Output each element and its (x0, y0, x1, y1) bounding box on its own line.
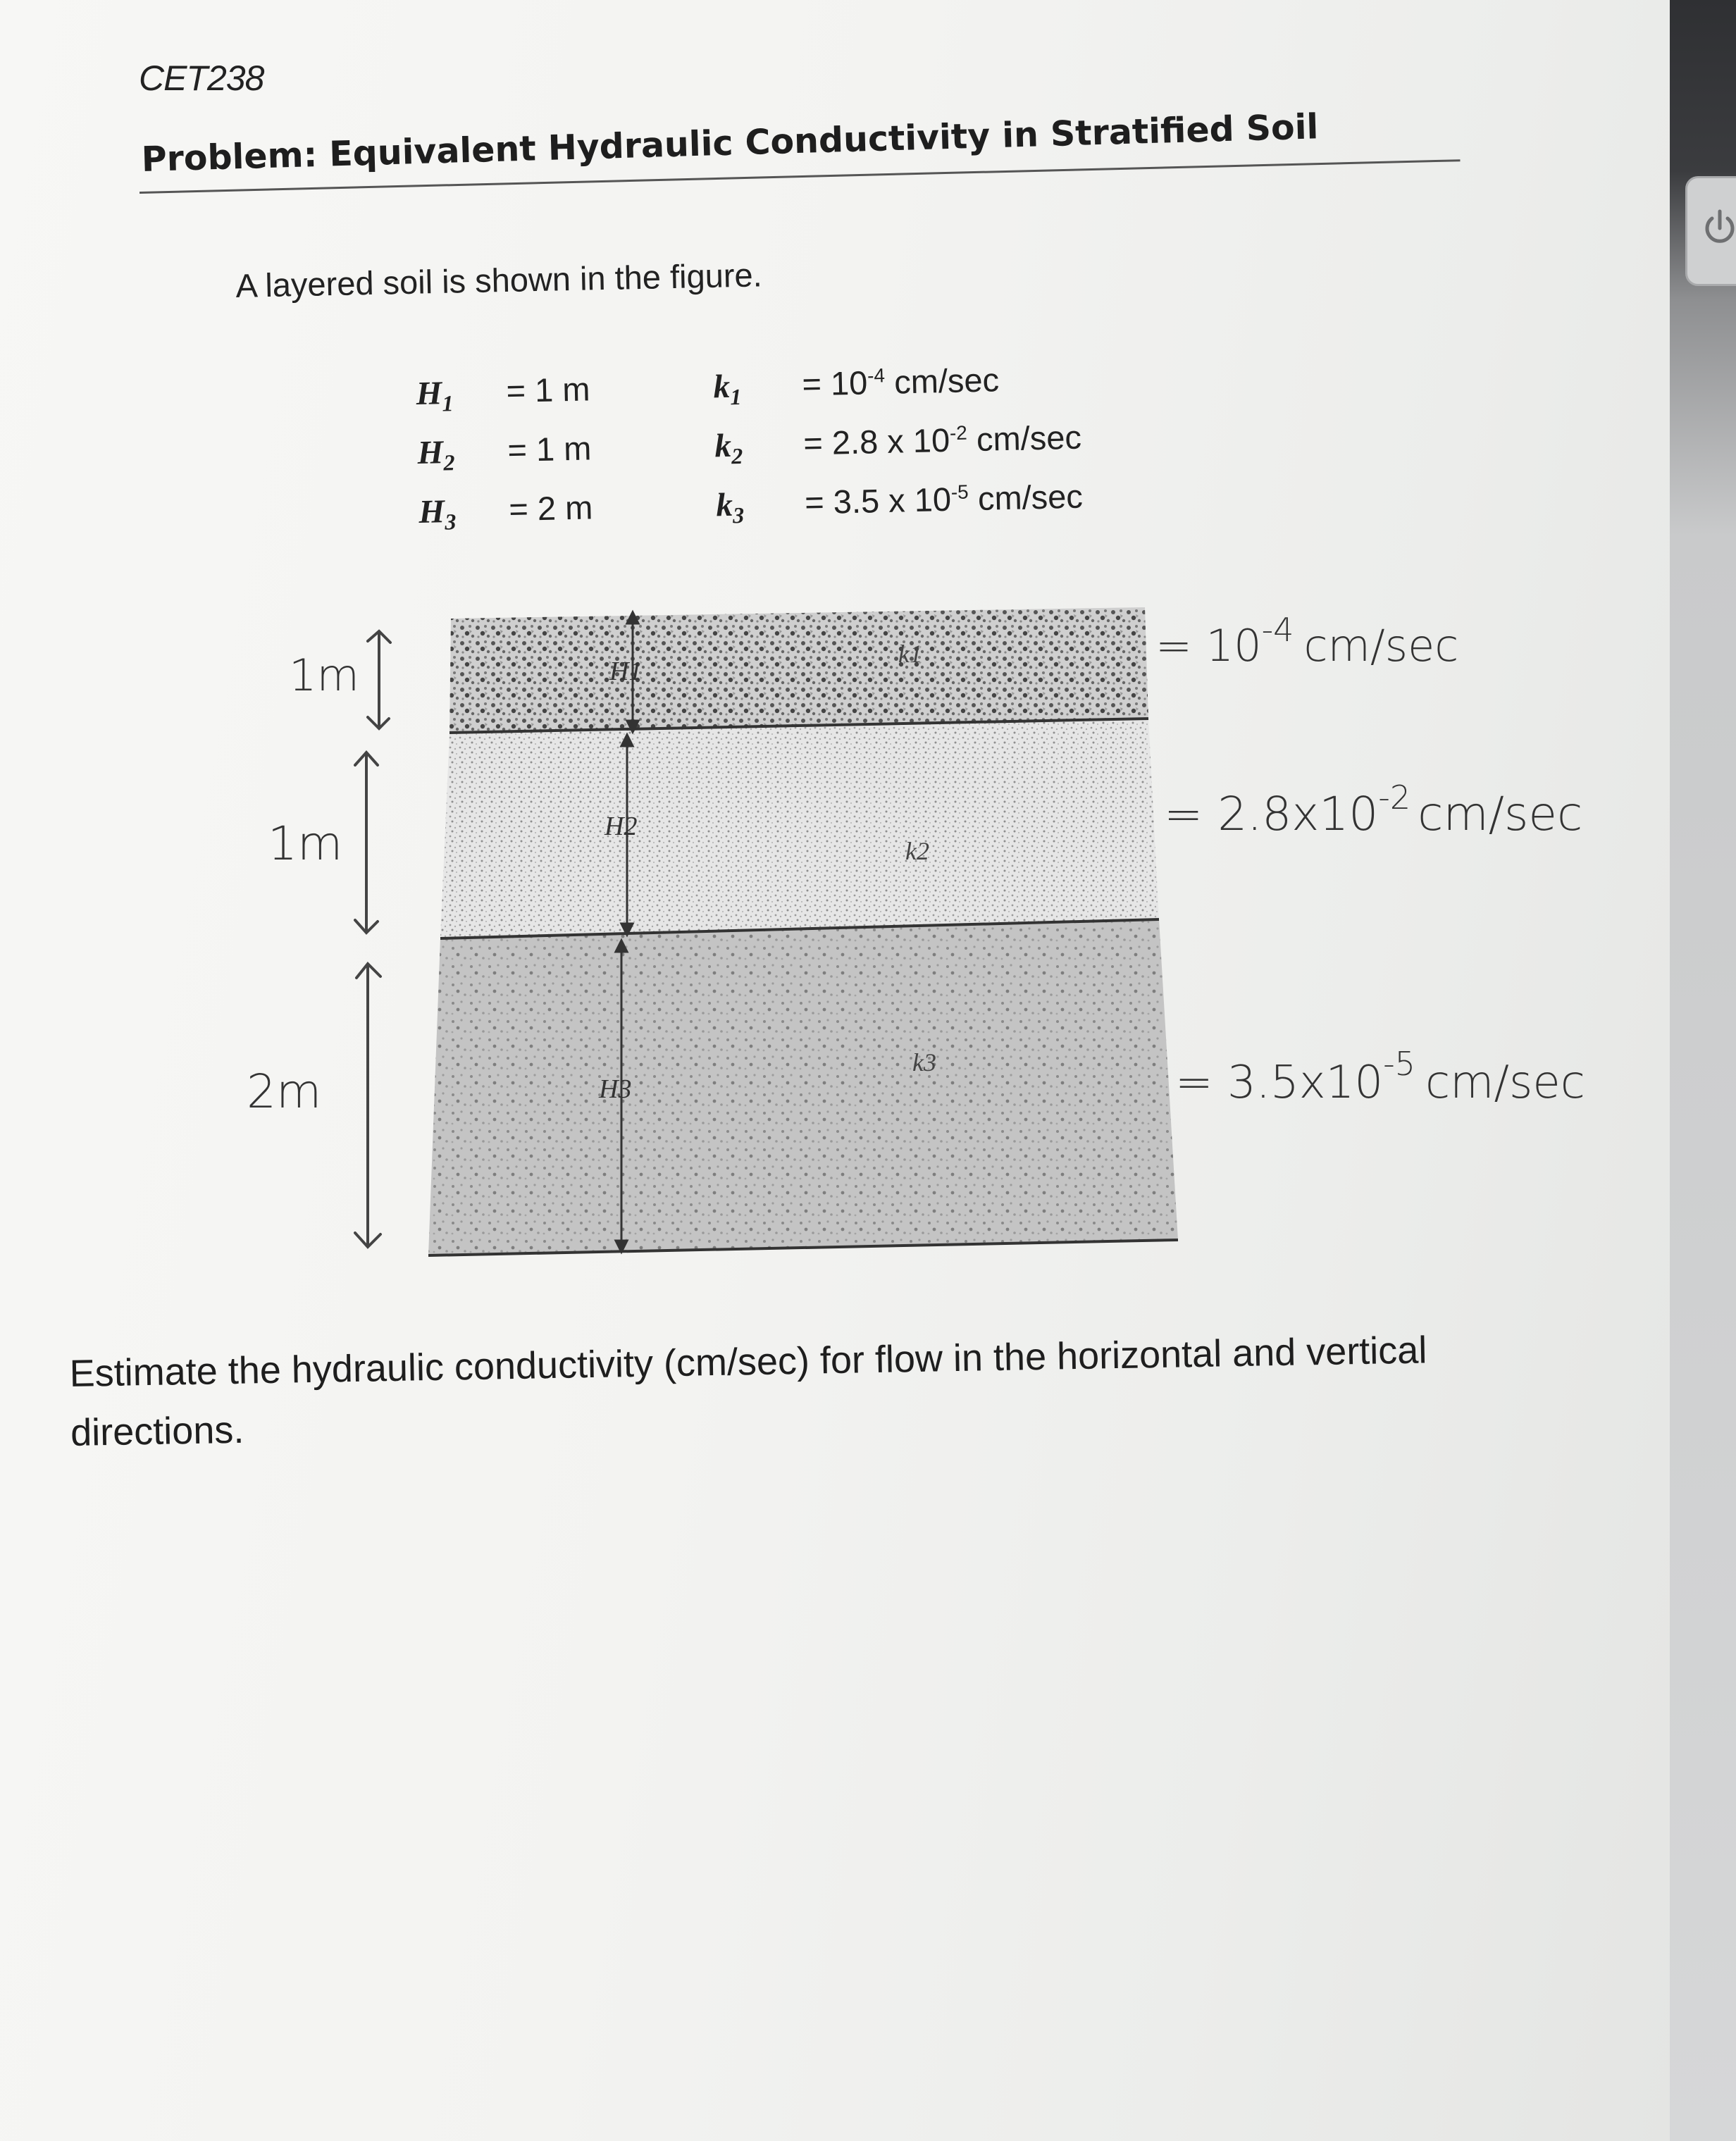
handwritten-k1-value: = $10^{-4}$ cm/sec (1155, 611, 1459, 671)
soil-layer-2 (440, 719, 1159, 938)
layer-3-k-label: k3 (912, 1048, 936, 1076)
layer-2-k-label: k2 (905, 837, 929, 865)
k1-value: = $10^{-4}$ cm/sec (801, 361, 1000, 403)
k1-symbol: $k_1$ (712, 368, 742, 410)
h1-symbol: $H_1$ (416, 375, 454, 416)
h3-value: = 2 m (508, 488, 593, 528)
layer-1-k-label: k1 (898, 640, 922, 668)
given-values-table (416, 356, 1181, 556)
device-edge (1670, 0, 1736, 2141)
h1-value: = 1 m (505, 370, 591, 410)
handwritten-thickness-1: 1m (289, 650, 359, 701)
problem-title: Problem: Equivalent Hydraulic Conductivity in Stratified Soil (141, 106, 1320, 180)
handwritten-thickness-2: 1m (268, 817, 343, 871)
layer-2-h-label: H2 (604, 812, 638, 841)
handwritten-k2-value: = $2.8x10^{-2}$ cm/sec (1164, 778, 1583, 841)
h2-symbol: $H_2$ (416, 434, 455, 476)
intro-text: A layered soil is shown in the figure. (235, 256, 763, 304)
k2-value: = 2.8 x $10^{-2}$ cm/sec (802, 418, 1082, 462)
h2-value: = 1 m (507, 429, 592, 469)
layered-soil-figure (211, 578, 1670, 1282)
soil-layer-1 (450, 607, 1148, 733)
power-icon (1702, 209, 1736, 248)
layer-3-h-label: H3 (599, 1074, 632, 1104)
soil-layer-3 (428, 919, 1178, 1255)
question-text: Estimate the hydraulic conductivity (cm/sec) for flow in the horizontal and vertical directions. (69, 1329, 1427, 1454)
handwritten-thickness-3: 2m (247, 1065, 322, 1119)
h3-symbol: $H_3$ (418, 493, 457, 535)
k3-symbol: $k_3$ (715, 486, 745, 528)
course-code: CET238 (139, 58, 264, 98)
handwritten-k3-value: = $3.5x10^{-5}$ cm/sec (1175, 1045, 1585, 1109)
k2-symbol: $k_2$ (714, 427, 743, 469)
k3-value: = 3.5 x $10^{-5}$ cm/sec (804, 477, 1084, 521)
layer-1-h-label: H1 (609, 657, 643, 686)
